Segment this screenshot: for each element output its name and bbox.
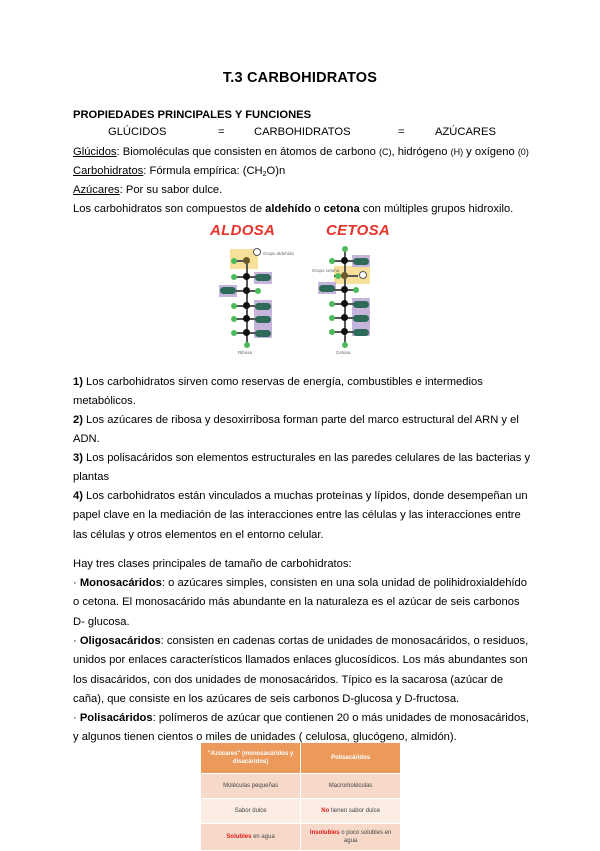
item-number: 4) — [73, 490, 83, 502]
hydrogen-atom — [329, 315, 335, 321]
aldehyde-group-label: Grupo aldehído — [263, 251, 295, 256]
definition-azucares — [73, 181, 222, 200]
item-number: 2) — [73, 414, 83, 426]
carbon-atom — [341, 300, 348, 307]
hydrogen-atom — [353, 287, 359, 293]
symbol-hydrogen: (H) — [450, 147, 464, 157]
cell-text: o poco solubles en agua — [339, 830, 392, 844]
term-carbohidratos: CARBOHIDRATOS — [254, 126, 351, 138]
intro-text: Los carbohidratos son compuestos de — [73, 203, 266, 215]
item-number: 1) — [73, 376, 83, 388]
hydrogen-atom — [231, 303, 237, 309]
definition-text: , hidrógeno — [391, 146, 451, 158]
equals-sign: = — [218, 126, 225, 138]
carbon-atom — [243, 257, 250, 264]
symbol-oxygen: (0) — [517, 147, 529, 157]
item-number: 3) — [73, 452, 83, 464]
carbon-atom — [341, 286, 348, 293]
definition-text: : Biomoléculas que consisten en átomos de carbono — [116, 146, 379, 158]
header-polisacaridos: Polisacáridos — [301, 743, 401, 774]
function-item-3 — [73, 449, 533, 488]
glucidos-label: Glúcidos — [73, 146, 117, 158]
term-glucidos: GLÚCIDOS — [108, 126, 167, 138]
class-monosacaridos — [73, 574, 533, 632]
carbon-atom — [243, 273, 250, 280]
highlight-text: Solubles — [226, 834, 252, 840]
hydroxyl-group — [353, 301, 369, 308]
intro-bold-aldehido: aldehído — [265, 203, 312, 215]
hydroxyl-group — [255, 274, 271, 281]
carbon-atom — [243, 315, 250, 322]
bullet: · — [73, 712, 80, 724]
highlight-text: No — [321, 808, 330, 814]
table-row — [201, 824, 401, 851]
class-name: Oligosacáridos — [79, 635, 161, 647]
carbon-atom — [341, 272, 348, 279]
cell-text: tienen sabor dulce — [329, 808, 380, 814]
carbon-atom — [243, 329, 250, 336]
bullet: · — [73, 577, 80, 589]
ribosa-caption: Ribosa — [238, 350, 253, 355]
page-title: T.3 CARBOHIDRATOS — [222, 70, 378, 86]
item-text: Los polisacáridos son elementos estructurales en las paredes celulares de las bacterias y plantas — [73, 452, 531, 484]
hydroxyl-group — [255, 303, 271, 310]
intro-bold-cetona: cetona — [323, 203, 360, 215]
subscript: 2 — [262, 171, 267, 178]
azucares-label: Azúcares — [73, 184, 120, 196]
aldosa-cetosa-figure — [200, 222, 405, 357]
aldosa-molecule — [200, 246, 300, 356]
hydroxyl-group — [255, 330, 271, 337]
hydroxyl-group — [220, 287, 236, 294]
cell-text: Moléculas pequeñas — [223, 783, 279, 789]
aldosa-title: ALDOSA — [210, 222, 276, 239]
hydroxyl-group — [353, 258, 369, 265]
table-header-row — [201, 743, 401, 774]
ketone-group-label: Grupo cetona — [312, 268, 340, 273]
table-row — [201, 774, 401, 799]
class-text: : polímeros de azúcar que contienen 20 o más unidades de monosacáridos, y algunos tienen cientos o miles de unidades ( celulosa, glucógeno, almidón). — [73, 712, 529, 744]
definition-text: y oxígeno — [463, 146, 518, 158]
hydrogen-atom — [342, 342, 348, 348]
cell-text: Sabor dulce — [234, 808, 267, 814]
hydrogen-atom — [329, 301, 335, 307]
class-text: : o azúcares simples, consisten en una sola unidad de polihidroxialdehído o cetona. El monosacárido más abundante en la naturaleza es el azúcar de seis carbonos D- glucosa. — [73, 577, 527, 628]
definition-text: O)n — [266, 165, 286, 177]
comparison-table — [201, 743, 401, 851]
table-cell — [201, 824, 301, 851]
hydrogen-atom — [231, 258, 237, 264]
class-text: : consisten en cadenas cortas de unidades de monosacáridos, o residuos, unidos por enlaces característicos llamados enlaces glucosídicos. Los más abundantes son los disacáridos, con dos unidades de monosacáridos. Típico es la sacarosa (azúcar de caña), que consiste en los azúcares de seis carbonos D-glucosa y D-fructosa. — [73, 635, 529, 705]
section-heading: PROPIEDADES PRINCIPALES Y FUNCIONES — [73, 109, 312, 121]
table-cell — [201, 799, 301, 824]
cetosa-caption: Cetosa — [336, 350, 351, 355]
bullet: · — [73, 635, 80, 647]
hydrogen-atom — [231, 330, 237, 336]
table-cell — [201, 774, 301, 799]
header-azucares: "Azúcares" (monosacáridos y disacáridos) — [201, 743, 301, 774]
class-oligosacaridos — [73, 632, 533, 709]
class-name: Monosacáridos — [79, 577, 162, 589]
symbol-carbon: (C) — [378, 147, 392, 157]
highlight-text: Insolubles — [309, 830, 340, 836]
carbon-atom — [341, 314, 348, 321]
definition-text: : Fórmula empírica: (CH — [143, 165, 263, 177]
table-cell — [301, 824, 401, 851]
hydrogen-atom — [231, 316, 237, 322]
item-text: Los azúcares de ribosa y desoxirribosa forman parte del marco estructural del ARN y el ADN. — [73, 414, 519, 446]
table-cell — [301, 799, 401, 824]
cetosa-title: CETOSA — [326, 222, 391, 239]
hydrogen-atom — [231, 274, 237, 280]
definition-text: : Por su sabor dulce. — [119, 184, 223, 196]
intro-sentence — [73, 200, 513, 219]
function-item-1 — [73, 373, 533, 412]
hydrogen-atom — [255, 288, 261, 294]
hydrogen-atom — [244, 342, 250, 348]
carbon-atom — [243, 287, 250, 294]
carbon-atom — [341, 257, 348, 264]
item-text: Los carbohidratos sirven como reservas de energía, combustibles e intermedios metabólicos. — [73, 376, 483, 408]
carbohidratos-label: Carbohidratos — [73, 165, 144, 177]
intro-text: o — [311, 203, 324, 215]
hydroxyl-group — [353, 329, 369, 336]
function-item-4 — [73, 487, 533, 545]
hydroxyl-group — [255, 316, 271, 323]
carbon-atom — [341, 328, 348, 335]
hydrogen-atom — [329, 258, 335, 264]
hydroxyl-group — [353, 315, 369, 322]
function-item-2 — [73, 411, 533, 450]
classes-intro: Hay tres clases principales de tamaño de carbohidratos: — [73, 558, 352, 570]
term-azucares: AZÚCARES — [435, 126, 496, 138]
hydrogen-atom — [329, 329, 335, 335]
hydroxyl-group — [319, 285, 335, 292]
class-polisacaridos — [73, 709, 533, 748]
oxygen-atom — [359, 271, 367, 279]
definition-glucidos — [73, 143, 529, 162]
table-cell — [301, 774, 401, 799]
cell-text: en agua — [251, 834, 275, 840]
intro-text: con múltiples grupos hidroxilo. — [359, 203, 514, 215]
carbon-atom — [243, 302, 250, 309]
class-name: Polisacáridos — [79, 712, 153, 724]
table-row — [201, 799, 401, 824]
hydrogen-atom — [342, 246, 348, 252]
cetosa-molecule — [302, 246, 402, 356]
cell-text: Macromoléculas — [328, 783, 373, 789]
equals-sign: = — [398, 126, 405, 138]
item-text: Los carbohidratos están vinculados a muchas proteínas y lípidos, donde desempeñan un papel clave en la mediación de las interacciones entre las células y las interacciones entre las células y otros elementos en el entorno celular. — [73, 490, 528, 541]
oxygen-atom — [253, 248, 261, 256]
